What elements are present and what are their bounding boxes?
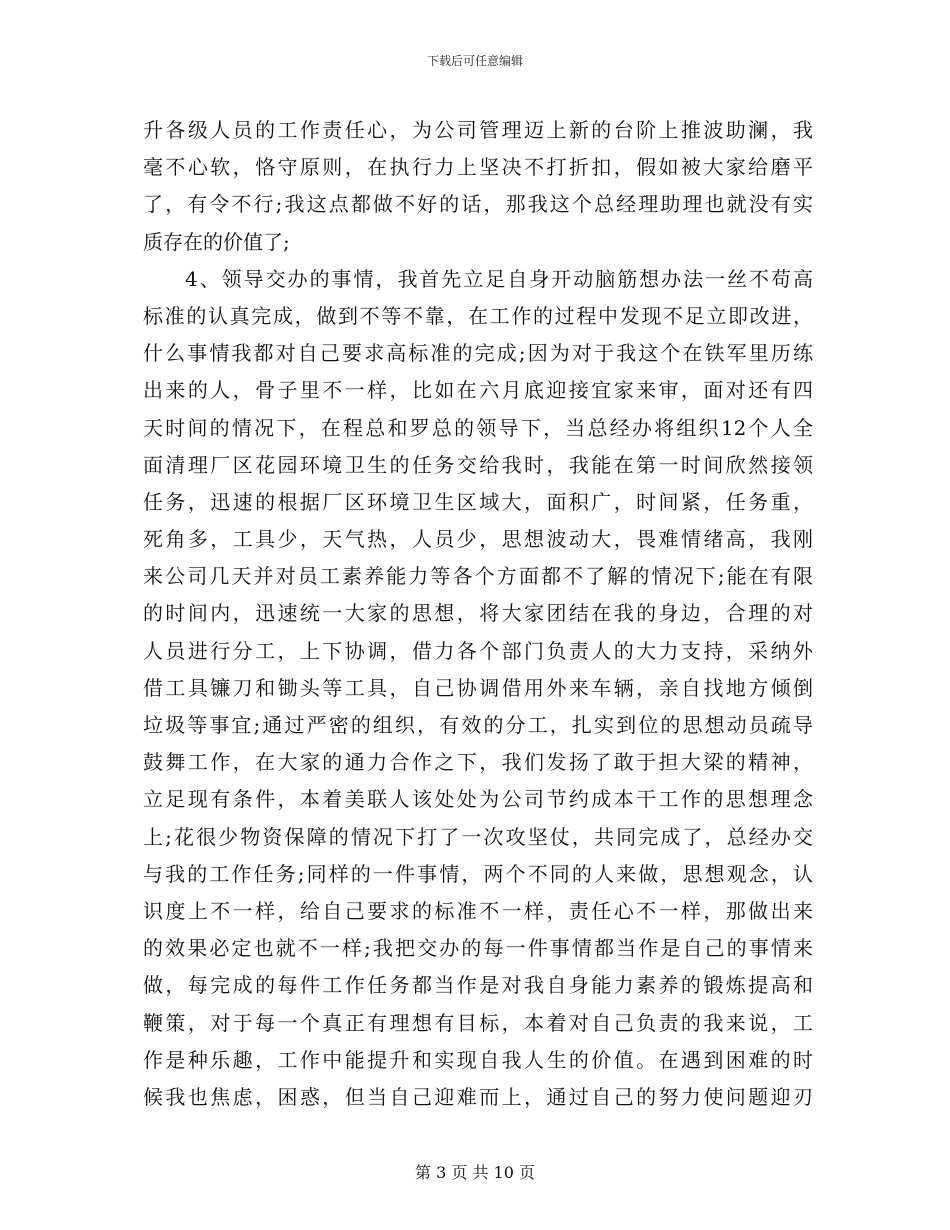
text-line: 出来的人，骨子里不一样，比如在六月底迎接宜家来审，面对还有四	[143, 378, 813, 403]
text-line: 标准的认真完成，做到不等不靠，在工作的过程中发现不足立即改进，	[143, 303, 813, 328]
text-line: 什么事情我都对自己要求高标准的完成;因为对于我这个在铁军里历练	[143, 341, 813, 366]
text-line: 死角多，工具少，天气热，人员少，思想波动大，畏难情绪高，我刚	[143, 527, 813, 552]
text-line: 做，每完成的每件工作任务都当作是对我自身能力素养的锻炼提高和	[143, 973, 813, 998]
page-footer: 第 3 页 共 10 页	[415, 1163, 535, 1182]
text-line: 来公司几天并对员工素养能力等各个方面都不了解的情况下;能在有限	[143, 564, 813, 589]
paragraph-start-line: 4、领导交办的事情，我首先立足自身开动脑筋想办法一丝不苟高	[185, 266, 813, 291]
text-line: 了，有令不行;我这点都做不好的话，那我这个总经理助理也就没有实	[143, 192, 813, 217]
text-line: 毫不心软，恪守原则，在执行力上坚决不打折扣，假如被大家给磨平	[143, 155, 813, 180]
page-header: 下载后可任意编辑	[426, 54, 523, 68]
text-line: 升各级人员的工作责任心，为公司管理迈上新的台阶上推波助澜，我	[143, 118, 813, 142]
text-line: 人员进行分工，上下协调，借力各个部门负责人的大力支持，采纳外	[143, 638, 813, 663]
document-body	[143, 112, 813, 1116]
text-line: 的效果必定也就不一样;我把交办的每一件事情都当作是自己的事情来	[143, 936, 813, 961]
text-line: 质存在的价值了;	[143, 229, 290, 254]
text-line: 鞭策，对于每一个真正有理想有目标，本着对自己负责的我来说，工	[143, 1010, 813, 1035]
text-line: 作是种乐趣，工作中能提升和实现自我人生的价值。在遇到困难的时	[143, 1047, 813, 1072]
text-line: 与我的工作任务;同样的一件事情，两个不同的人来做，思想观念，认	[143, 861, 813, 886]
text-line: 任务，迅速的根据厂区环境卫生区域大，面积广，时间紧，任务重，	[143, 489, 813, 514]
text-line: 识度上不一样，给自己要求的标准不一样，责任心不一样，那做出来	[143, 898, 813, 923]
text-line: 面清理厂区花园环境卫生的任务交给我时，我能在第一时间欣然接领	[143, 452, 813, 477]
text-line: 天时间的情况下，在程总和罗总的领导下，当总经办将组织12个人全	[143, 415, 813, 440]
text-line: 垃圾等事宜;通过严密的组织，有效的分工，扎实到位的思想动员疏导	[143, 713, 813, 737]
text-line: 鼓舞工作，在大家的通力合作之下，我们发扬了敢于担大梁的精神，	[143, 750, 813, 775]
text-line: 候我也焦虑，困惑，但当自己迎难而上，通过自己的努力使问题迎刃	[143, 1084, 813, 1109]
text-line: 的时间内，迅速统一大家的思想，将大家团结在我的身边，合理的对	[143, 601, 813, 626]
text-line: 立足现有条件，本着美联人该处处为公司节约成本干工作的思想理念	[143, 787, 813, 812]
text-line: 上;花很少物资保障的情况下打了一次攻坚仗，共同完成了，总经办交	[143, 824, 813, 849]
text-line: 借工具镰刀和锄头等工具，自己协调借用外来车辆，亲自找地方倾倒	[143, 675, 813, 700]
